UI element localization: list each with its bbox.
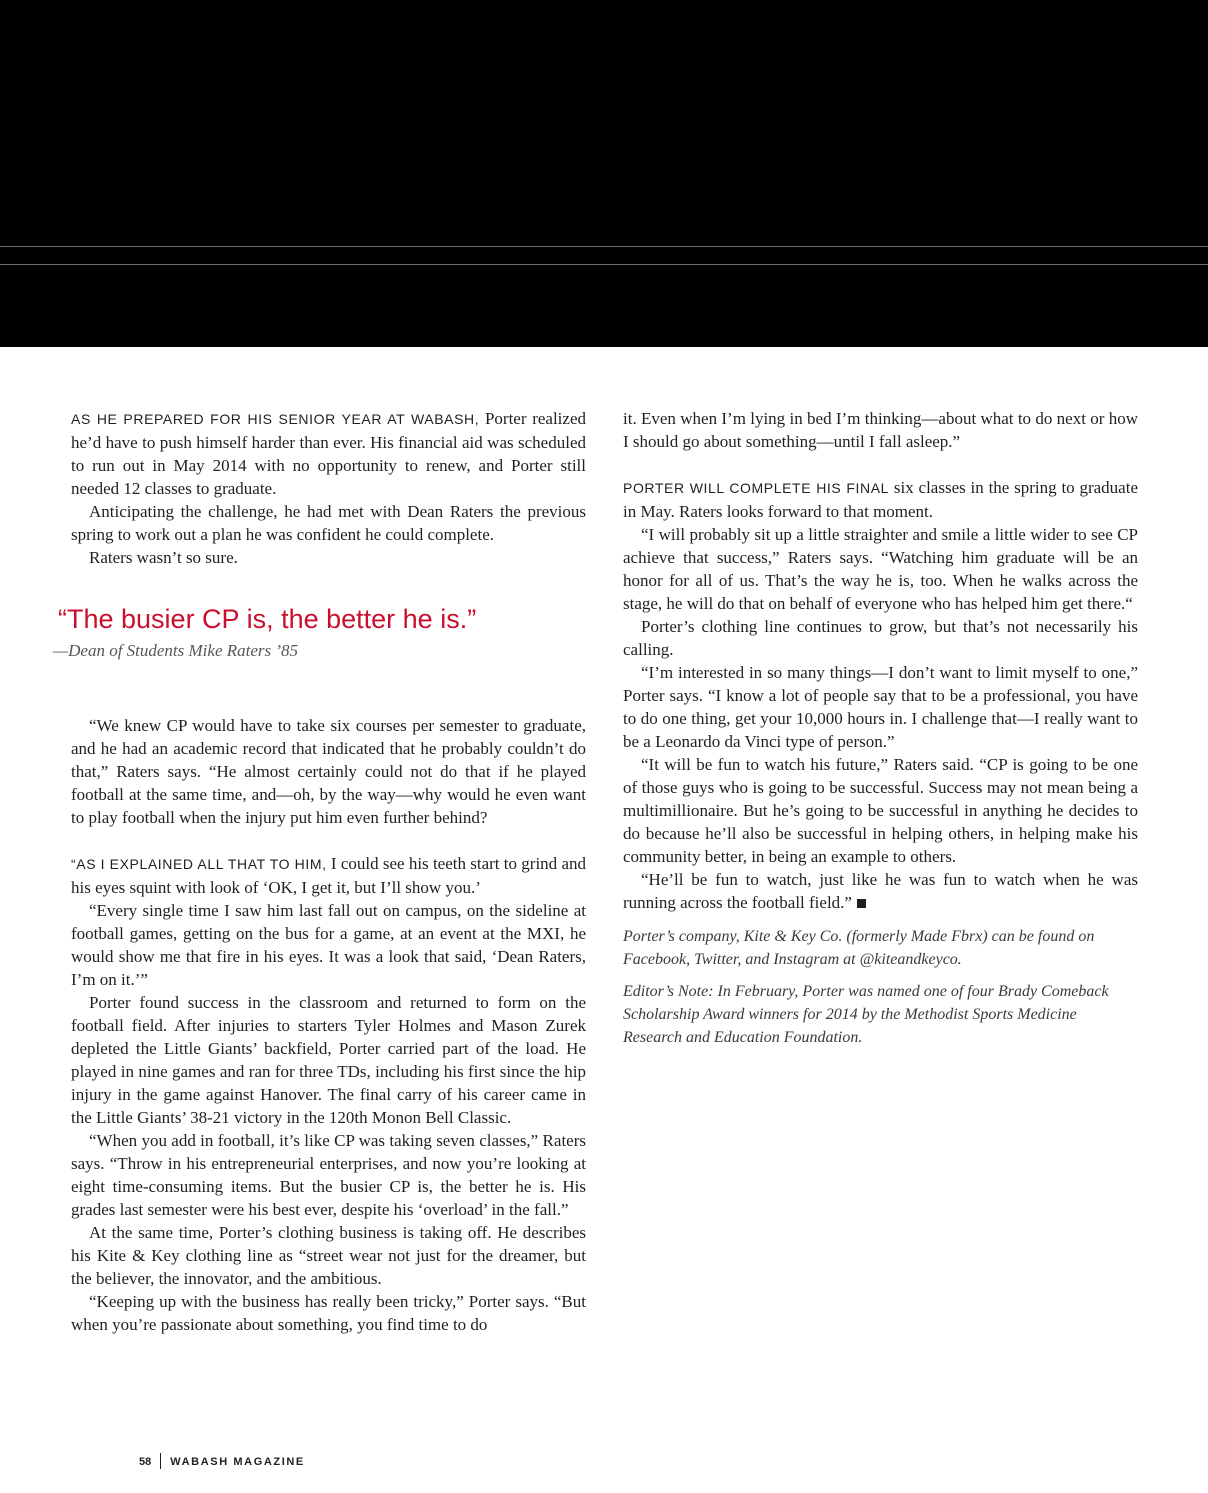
paragraph: AS HE PREPARED FOR HIS SENIOR YEAR AT WABASH, Porter realized he’d have to push himself harder than ever. His financial aid was scheduled to run out in May 2014 with no opportunity to renew, and Porter still needed 12 classes to graduate. — [71, 409, 586, 498]
paragraph: “Keeping up with the business has really been tricky,” Porter says. “But when you’re passionate about something, you find time to do — [71, 1292, 586, 1334]
paragraph: At the same time, Porter’s clothing business is taking off. He describes his Kite & Key clothing line as “street wear not just for the dreamer, but the believer, the innovator, and the ambitious. — [71, 1223, 586, 1288]
paragraph: “I will probably sit up a little straighter and smile a little wider to see CP achieve that success,” Raters says. “Watching him graduate will be an honor for all of us. That’s the way he is, too. When he walks across the stage, he will do that on behalf of everyone who has helped him get there.“ — [623, 525, 1138, 613]
pull-quote-attribution: —Dean of Students Mike Raters ’85 — [53, 641, 299, 660]
paragraph: “When you add in football, it’s like CP was taking seven classes,” Raters says. “Throw in his entrepreneurial enterprises, and now you’re looking at eight time-consuming items. But the busier CP is, the better he is. His grades last semester were his best ever, despite his ‘overload’ in the fall.” — [71, 1131, 586, 1219]
paragraph: it. Even when I’m lying in bed I’m thinking—about what to do next or how I should go about something—until I fall asleep.” — [623, 409, 1138, 451]
paragraph: Porter’s clothing line continues to grow, but that’s not necessarily his calling. — [623, 617, 1138, 659]
paragraph: Porter found success in the classroom and returned to form on the football field. After injuries to starters Tyler Holmes and Mason Zurek depleted the Little Giants’ backfield, Porter carried part of the load. He played in nine games and ran for three TDs, including his first since the hip injury in the game against Hanover. The final carry of his career came in the Little Giants’ 38-21 victory in the 120th Monon Bell Classic. — [71, 993, 586, 1127]
paragraph: “AS I EXPLAINED ALL THAT TO HIM, I could see his teeth start to grind and his eyes squint with look of ‘OK, I get it, but I’ll show you.’ — [71, 854, 586, 897]
paragraph: “We knew CP would have to take six courses per semester to graduate, and he had an academic record that indicated that he probably couldn’t do that,” Raters says. “He almost certainly could not do that if he played football at the same time, and—oh, by the way—why would he even want to play football when the injury put him even further behind? — [71, 716, 586, 827]
lead-in: AS HE PREPARED FOR HIS SENIOR YEAR AT WABASH, — [71, 411, 480, 427]
paragraph: “He’ll be fun to watch, just like he was fun to watch when he was running across the football field.” — [623, 870, 1138, 912]
header-rule-upper — [0, 246, 1208, 247]
left-column — [53, 407, 586, 1336]
paragraph: PORTER WILL COMPLETE HIS FINAL six classes in the spring to graduate in May. Raters looks forward to that moment. — [623, 478, 1139, 521]
lead-in: “AS I EXPLAINED ALL THAT TO HIM, — [71, 856, 327, 872]
end-mark-icon — [857, 899, 866, 908]
page-number: 58 — [139, 1456, 152, 1468]
page-footer — [139, 1453, 305, 1470]
footer-divider — [160, 1453, 161, 1469]
header-photo-band — [0, 0, 1208, 347]
paragraph: “I’m interested in so many things—I don’t want to limit myself to one,” Porter says. “I know a lot of people say that to be a professional, you have to do one thing, get your 10,000 hours in. I challenge that—I really want to be a Leonardo da Vinci type of person.” — [623, 663, 1138, 751]
paragraph: Anticipating the challenge, he had met with Dean Raters the previous spring to work out a plan he was confident he could complete. — [71, 502, 586, 544]
paragraph: “Every single time I saw him last fall out on campus, on the sideline at football games, getting on the bus for a game, at an event at the MXI, he would show me that fire in his eyes. It was a look that said, ‘Dean Raters, I’m on it.’” — [71, 901, 586, 989]
author-note: Porter’s company, Kite & Key Co. (formerly Made Fbrx) can be found on Facebook, Twitter, and Instagram at @kiteandkeyco. — [623, 928, 1095, 968]
pull-quote: “The busier CP is, the better he is.” — [58, 604, 477, 634]
right-column — [623, 407, 1138, 1049]
paragraph: “It will be fun to watch his future,” Raters said. “CP is going to be one of those guys who is going to be successful. Success may not mean being a multimillionaire. But he’s going to be successful in anything he decides to do because he’ll also be successful in helping others, in helping make his community better, in being an example to others. — [623, 755, 1138, 866]
header-rule-lower — [0, 264, 1208, 265]
magazine-name: WABASH MAGAZINE — [170, 1456, 305, 1468]
paragraph: Raters wasn’t so sure. — [89, 548, 238, 567]
lead-in: PORTER WILL COMPLETE HIS FINAL — [623, 480, 890, 496]
editor-note: Editor’s Note: In February, Porter was named one of four Brady Comeback Scholarship Award winners for 2014 by the Methodist Sports Medicine Research and Education Foundation. — [623, 983, 1109, 1046]
